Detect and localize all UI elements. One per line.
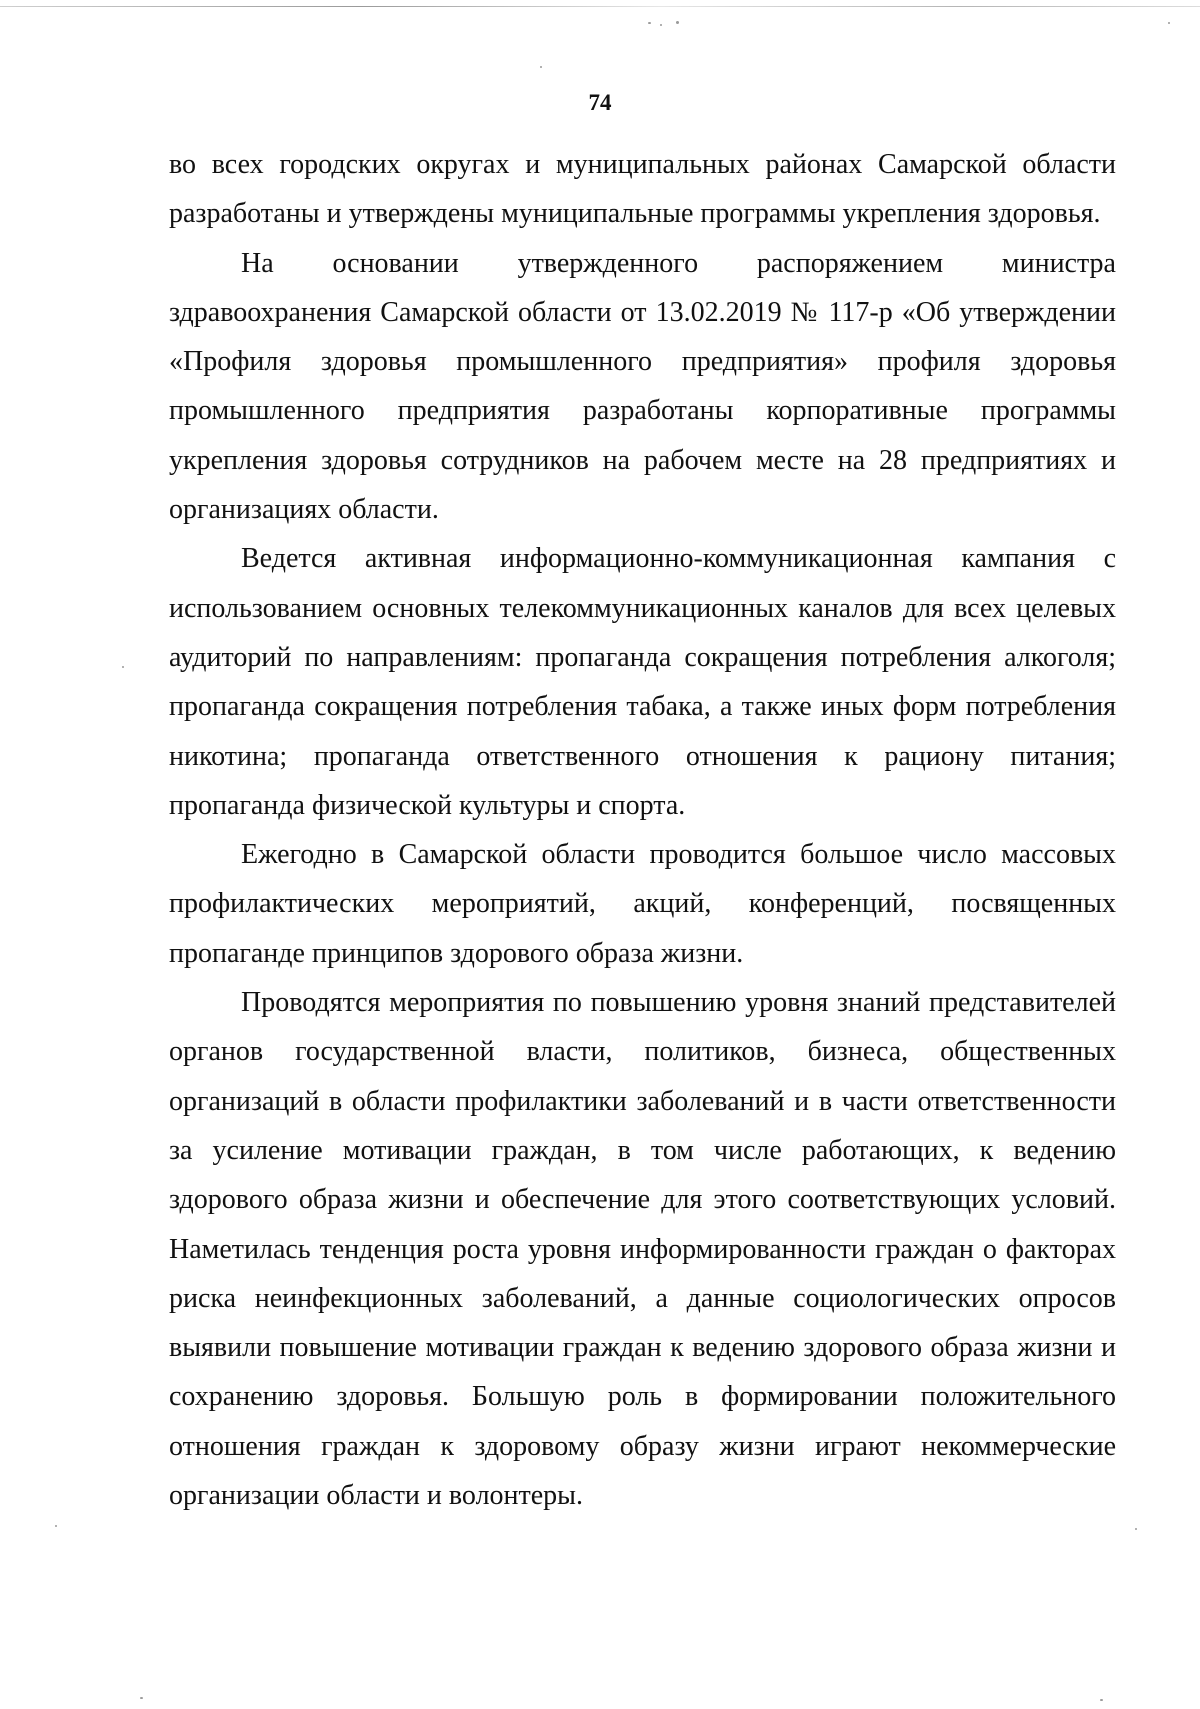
scan-speck xyxy=(540,66,542,68)
scan-speck xyxy=(1168,22,1170,24)
scan-speck xyxy=(140,1697,143,1699)
scan-speck xyxy=(55,1525,57,1527)
paragraph: Проводятся мероприятия по повышению уровня знаний представителей органов государственной власти, политиков, бизнеса, общественных организаций в области профилактики заболеваний и в части ответственности за усиление мотивации граждан, в том числе работающих, к ведению здорового образа жизни и обеспечение для этого соответствующих условий. Наметилась тенденция роста уровня информированности граждан о факторах риска неинфекционных заболеваний, а данные социологических опросов выявили повышение мотивации граждан к ведению здорового образа жизни и сохранению здоровья. Большую роль в формировании положительного отношения граждан к здоровому образу жизни играют некоммерческие организации области и волонтеры. xyxy=(169,987,1116,1512)
paragraph-continuation: во всех городских округах и муниципальных районах Самарской области разработаны и утверждены муниципальные программы укрепления здоровья. xyxy=(169,149,1116,230)
scan-speck xyxy=(1135,1528,1137,1530)
paragraph: Ежегодно в Самарской области проводится большое число массовых профилактических мероприятий, акций, конференций, посвященных пропаганде принципов здорового образа жизни. xyxy=(169,839,1116,969)
page-number: 74 xyxy=(588,90,612,115)
paragraph: Ведется активная информационно-коммуникационная кампания с использованием основных телекоммуникационных каналов для всех целевых аудиторий по направлениям: пропаганда сокращения потребления алкоголя; пропаганда сокращения потребления табака, а также иных форм потребления никотина; пропаганда ответственного отношения к рациону питания; пропаганда физической культуры и спорта. xyxy=(169,543,1116,821)
scan-speck xyxy=(648,22,651,24)
scan-speck xyxy=(1100,1699,1103,1701)
scan-speck xyxy=(676,21,679,24)
paragraph: На основании утвержденного распоряжением министра здравоохранения Самарской области от 13.02.2019 № 117-р «Об утверждении «Профиля здоровья промышленного предприятия» профиля здоровья промышленного предприятия разработаны корпоративные программы укрепления здоровья сотрудников на рабочем месте на 28 предприятиях и организациях области. xyxy=(169,247,1116,526)
document-body xyxy=(169,140,1116,1520)
scan-top-edge xyxy=(0,6,1200,7)
scan-speck xyxy=(660,24,662,26)
scan-speck xyxy=(122,666,124,668)
